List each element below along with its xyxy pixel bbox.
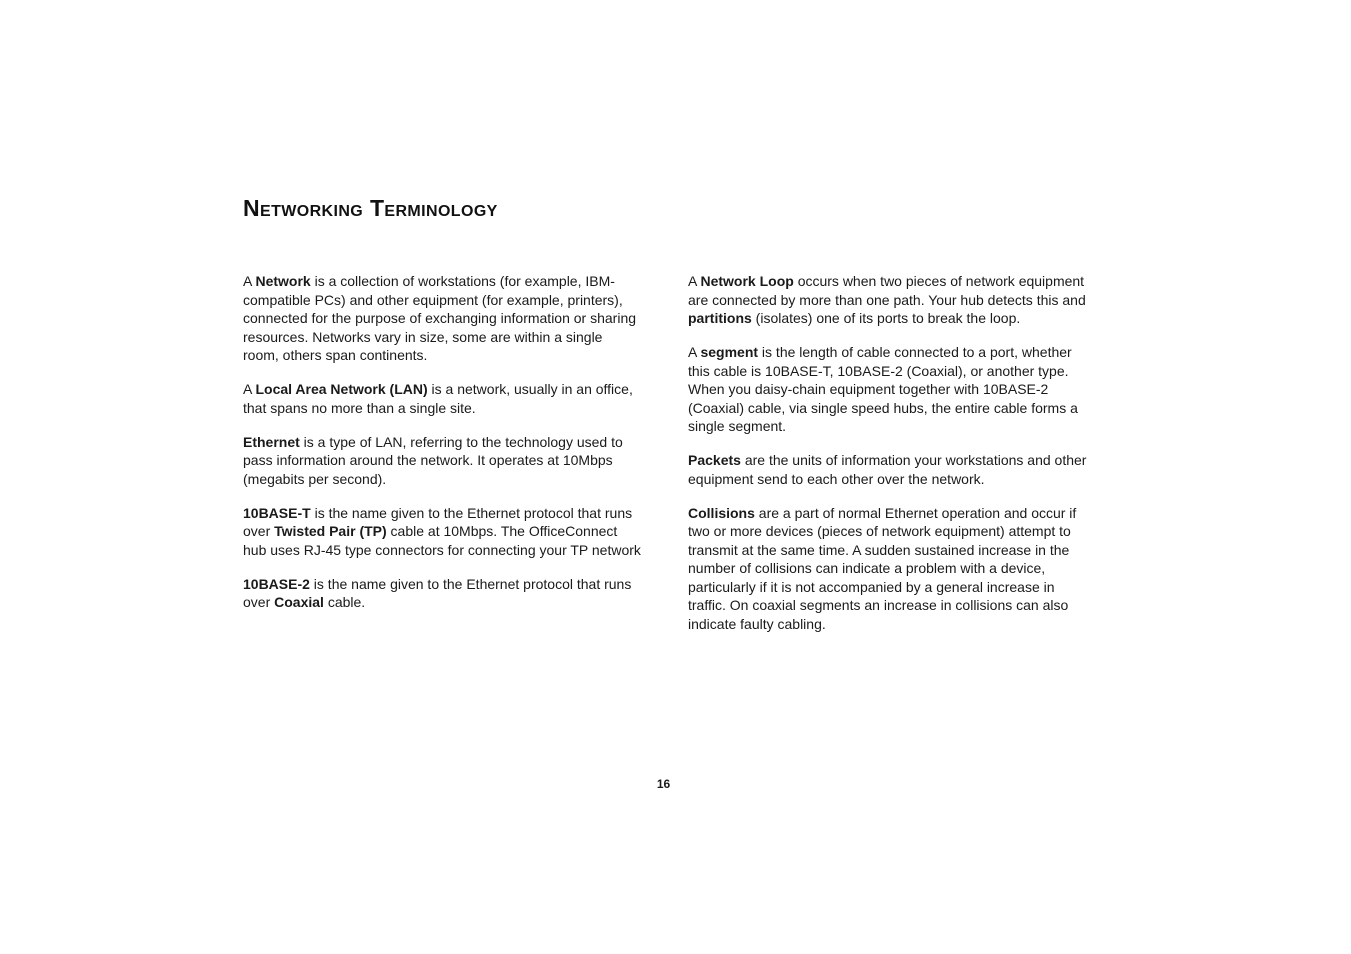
paragraph — [243, 504, 641, 560]
glossary-term: segment — [700, 344, 759, 360]
paragraph — [243, 575, 641, 612]
paragraph — [688, 272, 1088, 328]
glossary-term: Network — [255, 273, 311, 289]
glossary-term: Collisions — [688, 504, 755, 521]
glossary-term: Local Area Network (LAN) — [255, 381, 428, 397]
page-number: 16 — [656, 777, 671, 791]
paragraph-text: cable. — [323, 594, 366, 610]
paragraph-text: (isolates) one of its ports to break the loop. — [751, 310, 1021, 326]
page-title: Networking Terminology — [243, 195, 498, 221]
paragraph — [243, 380, 641, 417]
right-column — [688, 272, 1088, 649]
paragraph-text: is a type of LAN, referring to the technology used to pass information around the network. It operates at 10Mbps (megabits per second). — [243, 433, 623, 487]
glossary-term: Coaxial — [274, 594, 324, 610]
glossary-term: partitions — [688, 310, 752, 326]
glossary-term: Twisted Pair (TP) — [274, 523, 387, 539]
paragraph-text: A — [688, 273, 701, 289]
paragraph-text: is a collection of workstations (for example, IBM-compatible PCs) and other equipment (for example, printers), connected for the purpose of exchanging information or sharing resources. Networks vary in size, some are within a single room, others span continents. — [243, 273, 637, 363]
glossary-term: Network Loop — [700, 273, 794, 289]
paragraph-text: occurs when two pieces of network equipment are connected by more than one path. Your hub detects this and — [688, 273, 1086, 308]
left-column — [243, 272, 641, 627]
glossary-term: 10BASE-T — [243, 504, 311, 521]
paragraph-text: is a network, usually in an office, that spans no more than a single site. — [243, 381, 633, 416]
paragraph-text: is the name given to the Ethernet protocol that runs over — [243, 504, 633, 539]
glossary-term: Packets — [688, 452, 741, 468]
paragraph-text: A — [243, 381, 256, 397]
paragraph-text: are the units of information your workstations and other equipment send to each other over the network. — [688, 452, 1087, 487]
paragraph — [688, 451, 1088, 488]
paragraph-text: is the name given to the Ethernet protocol that runs over — [243, 575, 632, 610]
paragraph-text: are a part of normal Ethernet operation and occur if two or more devices (pieces of network equipment) attempt to transmit at the same time. A sudden sustained increase in the number of collisions can indicate a problem with a device, particularly if it is not accompanied by a general increase in traffic. On coaxial segments an increase in collisions can also indicate faulty cabling. — [688, 504, 1077, 632]
paragraph-text: is the length of cable connected to a port, whether this cable is 10BASE-T, 10BASE-2 (Coaxial), or another type. When you daisy-chain equipment together with 10BASE-2 (Coaxial) cable, via single speed hubs, the entire cable forms a single segment. — [688, 344, 1078, 434]
paragraph — [688, 343, 1088, 436]
paragraph-text: A — [243, 273, 256, 289]
glossary-term: Ethernet — [243, 433, 300, 450]
glossary-term: 10BASE-2 — [243, 575, 310, 592]
paragraph-text: cable at 10Mbps. The OfficeConnect hub uses RJ-45 type connectors for connecting your TP network — [243, 523, 641, 558]
paragraph — [243, 433, 641, 489]
paragraph-text: A — [688, 344, 701, 360]
paragraph — [243, 272, 641, 365]
paragraph — [688, 504, 1088, 634]
